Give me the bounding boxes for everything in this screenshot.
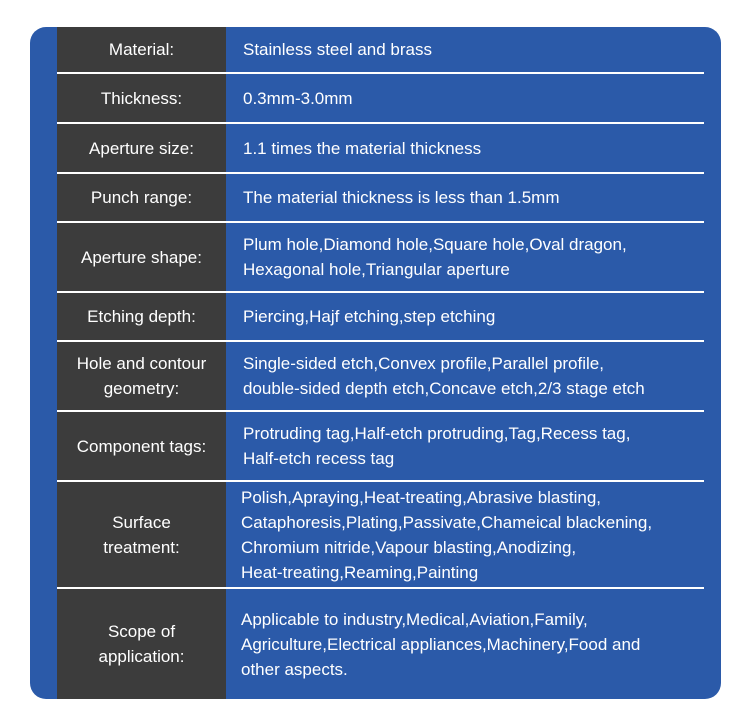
spec-label: Aperture size: xyxy=(89,138,194,158)
spec-value: Plum hole,Diamond hole,Square hole,Oval dragon, Hexagonal hole,Triangular aperture xyxy=(243,235,627,279)
spec-label: Material: xyxy=(108,40,175,59)
spec-label: Punch range: xyxy=(90,188,193,207)
spec-row-surface-treatment xyxy=(57,482,704,589)
spec-value: Single-sided etch,Convex profile,Parallel profile, double-sided depth etch,Concave etch,2/3 stage etch xyxy=(243,354,645,398)
spec-row-material xyxy=(57,27,704,74)
spec-label: Scope of application: xyxy=(98,622,185,666)
spec-row-punch-range xyxy=(57,174,704,223)
spec-row-aperture-size xyxy=(57,124,704,174)
spec-value: Protruding tag,Half-etch protruding,Tag,Recess tag, Half-etch recess tag xyxy=(243,424,631,468)
spec-value: 1.1 times the material thickness xyxy=(243,138,482,158)
spec-value: Stainless steel and brass xyxy=(243,40,432,59)
spec-value: Polish,Apraying,Heat-treating,Abrasive blasting, Cataphoresis,Plating,Passivate,Chameical blackening, Chromium nitride,Vapour blasting,Anodizing, Heat-treating,Reaming,Painting xyxy=(241,487,653,582)
spec-label: Component tags: xyxy=(76,436,207,456)
spec-row-thickness xyxy=(57,74,704,124)
spec-row-etching-depth xyxy=(57,293,704,342)
spec-value: The material thickness is less than 1.5mm xyxy=(243,188,560,207)
spec-row-hole-contour-geometry xyxy=(57,342,704,412)
spec-label: Aperture shape: xyxy=(81,247,202,267)
spec-row-scope-of-application xyxy=(57,589,704,699)
spec-row-aperture-shape xyxy=(57,223,704,293)
spec-label: Surface treatment: xyxy=(103,512,180,557)
spec-value: 0.3mm-3.0mm xyxy=(243,88,353,108)
spec-label: Thickness: xyxy=(100,88,183,108)
spec-label: Hole and contour geometry: xyxy=(76,354,207,398)
spec-value: Piercing,Hajf etching,step etching xyxy=(243,307,496,326)
spec-label: Etching depth: xyxy=(87,307,196,326)
spec-row-component-tags xyxy=(57,412,704,482)
spec-value: Applicable to industry,Medical,Aviation,Family, Agriculture,Electrical appliances,Machinery,Food and other aspects. xyxy=(241,609,641,679)
spec-card xyxy=(30,27,721,699)
